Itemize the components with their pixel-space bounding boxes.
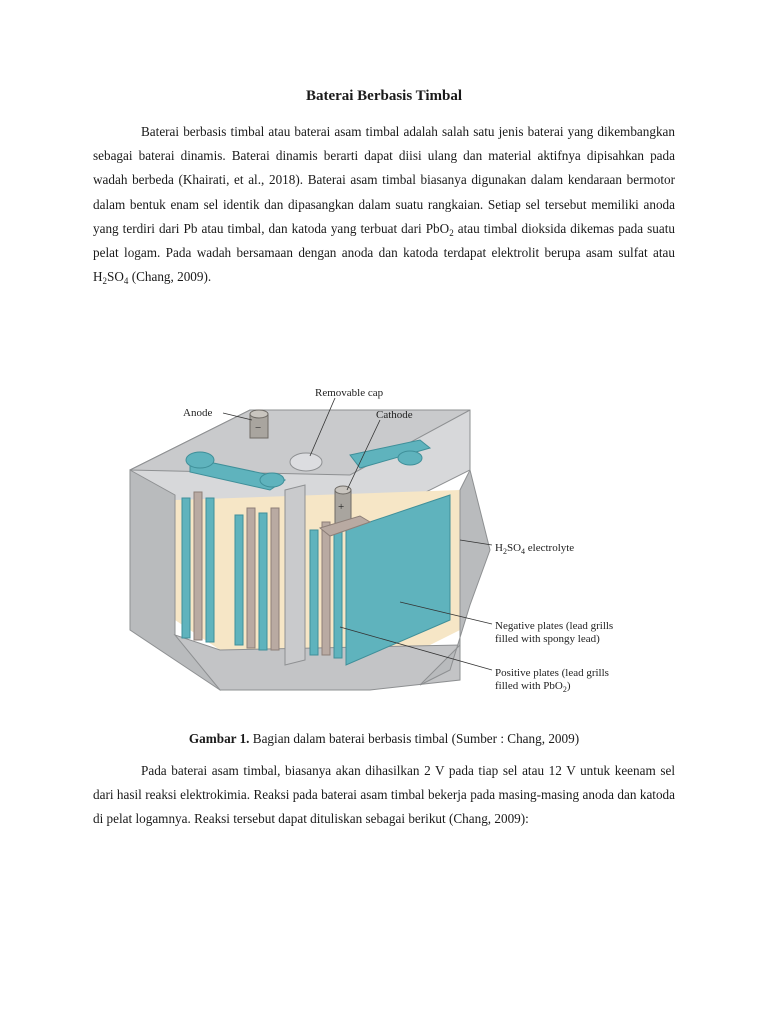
label-electrolyte-sub2: 4: [521, 547, 526, 556]
label-removable-cap: Removable cap: [315, 387, 384, 399]
label-electrolyte-sub1: 2: [502, 547, 507, 556]
label-electrolyte-rest: electrolyte: [525, 542, 575, 554]
plate-right-2: [322, 522, 330, 655]
label-electrolyte: [495, 542, 574, 556]
figure-caption: [0, 731, 768, 747]
terminal-post-mid: [260, 473, 284, 487]
plate-left-4: [235, 515, 243, 645]
label-positive-line2a: filled with PbO: [495, 680, 563, 692]
paragraph-intro-part3: SO: [107, 269, 124, 285]
label-positive-line2-sub: 2: [562, 685, 567, 694]
anode-terminal-sign: −: [255, 422, 262, 434]
plate-left-6: [259, 513, 267, 650]
plate-left-2: [194, 492, 202, 640]
subscript-so4: 4: [123, 276, 129, 287]
terminal-post-right: [398, 451, 422, 465]
plate-right-1: [310, 530, 318, 655]
label-anode: Anode: [183, 407, 213, 419]
plate-right-3: [334, 528, 342, 658]
paragraph-intro-part2: atau timbal dioksida dikemas pada suatu pelat logam. Pada wadah bersamaan dengan anoda dan katoda terdapat elektrolit berupa asam sulfat atau H: [93, 220, 676, 285]
paragraph-intro: [93, 120, 675, 289]
subscript-pbo2: 2: [449, 227, 454, 238]
terminal-post-left: [186, 452, 214, 468]
cell-divider: [285, 485, 305, 665]
plate-left-1: [182, 498, 190, 638]
anode-terminal-top: [250, 410, 268, 418]
label-negative-line1: Negative plates (lead grills: [495, 620, 614, 632]
plate-left-3: [206, 498, 214, 642]
removable-cap: [290, 453, 322, 471]
cathode-terminal-sign: +: [338, 501, 345, 513]
figure-caption-label: Gambar 1.: [188, 731, 250, 746]
paragraph-intro-part4: (Chang, 2009).: [128, 269, 212, 285]
figure-caption-text: Bagian dalam baterai berbasis timbal (Sumber : Chang, 2009): [249, 731, 580, 746]
label-negative-line2: filled with spongy lead): [495, 633, 600, 645]
label-positive-line1: Positive plates (lead grills: [495, 667, 609, 679]
paragraph-reaction: Pada baterai asam timbal, biasanya akan dihasilkan 2 V pada tiap sel atau 12 V untuk keenam sel dari hasil reaksi elektrokimia. Reaksi pada baterai asam timbal bekerja pada masing-masing anoda dan katoda di pelat logamnya. Reaksi tersebut dapat dituliskan sebagai berikut (Chang, 2009):: [93, 763, 675, 827]
label-electrolyte-so: SO: [506, 542, 522, 554]
subscript-h2: 2: [102, 276, 108, 287]
label-positive-line2b: ): [566, 680, 571, 692]
battery-diagram: [120, 380, 640, 700]
paragraph-intro-part1: Baterai berbasis timbal atau baterai asam timbal adalah salah satu jenis baterai yang dikembangkan sebagai baterai dinamis. Baterai dinamis berarti dapat diisi ulang dan material aktifnya dipisahkan pada wadah berbeda (Khairati, et al., 2018). Baterai asam timbal biasanya digunakan dalam kendaraan bermotor dalam bentuk enam sel identik dan dipasangkan dalam suatu rangkaian. Setiap sel tersebut memiliki anoda yang terdiri dari Pb atau timbal, dan katoda yang terbuat dari PbO: [93, 124, 675, 236]
plate-left-5: [247, 508, 255, 648]
label-electrolyte-h: H: [495, 542, 503, 554]
label-cathode: Cathode: [376, 409, 413, 421]
page-title: Baterai Berbasis Timbal: [305, 88, 463, 104]
label-positive-line2: [495, 680, 571, 694]
plate-left-7: [271, 508, 279, 650]
